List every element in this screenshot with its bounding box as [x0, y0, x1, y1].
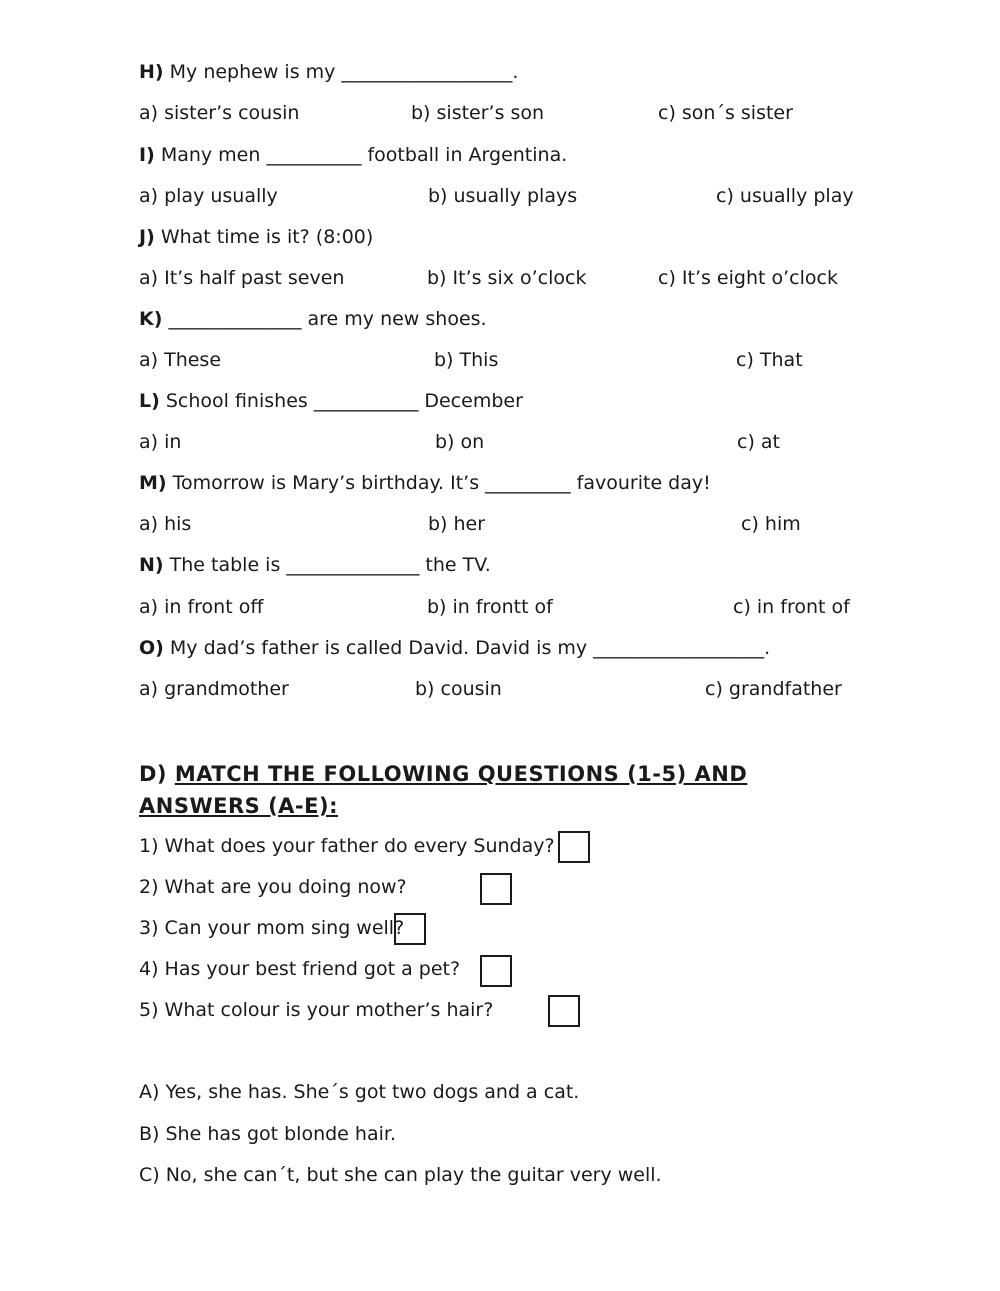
option-a[interactable]: a) These [139, 349, 222, 371]
question-m [139, 471, 711, 495]
question-text: School finishes ___________ December [165, 390, 523, 412]
option-a[interactable]: a) his [139, 513, 192, 535]
question-text: Many men __________ football in Argentina. [160, 144, 568, 166]
question-text: My dad’s father is called David. David is my __________________. [169, 637, 771, 659]
question-h [139, 60, 518, 84]
option-a[interactable]: a) sister’s cousin [139, 102, 300, 124]
question-k [139, 307, 487, 331]
answer-a: A) Yes, she has. She´s got two dogs and a cat. [139, 1081, 580, 1103]
question-letter: H) [139, 61, 164, 83]
question-text: What time is it? (8:00) [160, 226, 374, 248]
option-b[interactable]: b) sister’s son [411, 102, 545, 124]
option-b[interactable]: b) It’s six o’clock [427, 267, 587, 289]
option-b[interactable]: b) cousin [415, 678, 502, 700]
question-j [139, 225, 373, 249]
question-letter: O) [139, 637, 164, 659]
option-c[interactable]: c) grandfather [705, 678, 842, 700]
section-prefix: D) [139, 762, 175, 786]
option-c[interactable]: c) in front of [733, 596, 850, 618]
question-letter: J) [139, 226, 155, 248]
answer-box-4[interactable] [480, 955, 512, 987]
match-question-2: 2) What are you doing now? [139, 876, 407, 898]
option-a[interactable]: a) in front off [139, 596, 264, 618]
question-i [139, 143, 567, 167]
answer-b: B) She has got blonde hair. [139, 1123, 396, 1145]
option-c[interactable]: c) usually play [716, 185, 854, 207]
match-question-4: 4) Has your best friend got a pet? [139, 958, 461, 980]
answer-box-2[interactable] [480, 873, 512, 905]
option-b[interactable]: b) in frontt of [427, 596, 553, 618]
option-b[interactable]: b) her [428, 513, 486, 535]
answer-box-5[interactable] [548, 995, 580, 1027]
option-c[interactable]: c) him [741, 513, 801, 535]
match-question-1: 1) What does your father do every Sunday? [139, 835, 555, 857]
option-b[interactable]: b) on [435, 431, 485, 453]
question-letter: M) [139, 472, 167, 494]
option-a[interactable]: a) in [139, 431, 182, 453]
question-text: ______________ are my new shoes. [168, 308, 487, 330]
option-c[interactable]: c) That [736, 349, 803, 371]
option-b[interactable]: b) usually plays [428, 185, 578, 207]
option-a[interactable]: a) It’s half past seven [139, 267, 345, 289]
match-question-3: 3) Can your mom sing well? [139, 917, 405, 939]
question-l [139, 389, 523, 413]
question-letter: L) [139, 390, 160, 412]
section-d-heading [139, 758, 859, 822]
question-o [139, 636, 770, 660]
option-b[interactable]: b) This [434, 349, 499, 371]
question-n [139, 553, 491, 577]
option-c[interactable]: c) at [737, 431, 780, 453]
option-c[interactable]: c) It’s eight o’clock [658, 267, 838, 289]
option-a[interactable]: a) grandmother [139, 678, 289, 700]
question-letter: I) [139, 144, 155, 166]
question-letter: K) [139, 308, 163, 330]
option-c[interactable]: c) son´s sister [658, 102, 793, 124]
question-text: My nephew is my __________________. [169, 61, 519, 83]
question-text: Tomorrow is Mary’s birthday. It’s _________ favourite day! [172, 472, 711, 494]
answer-box-1[interactable] [558, 831, 590, 863]
match-question-5: 5) What colour is your mother’s hair? [139, 999, 494, 1021]
answer-c: C) No, she can´t, but she can play the guitar very well. [139, 1164, 662, 1186]
answer-box-3[interactable] [394, 913, 426, 945]
question-letter: N) [139, 554, 164, 576]
section-title: MATCH THE FOLLOWING QUESTIONS (1-5) AND ANSWERS (A-E): [139, 762, 748, 818]
option-a[interactable]: a) play usually [139, 185, 278, 207]
question-text: The table is ______________ the TV. [169, 554, 491, 576]
